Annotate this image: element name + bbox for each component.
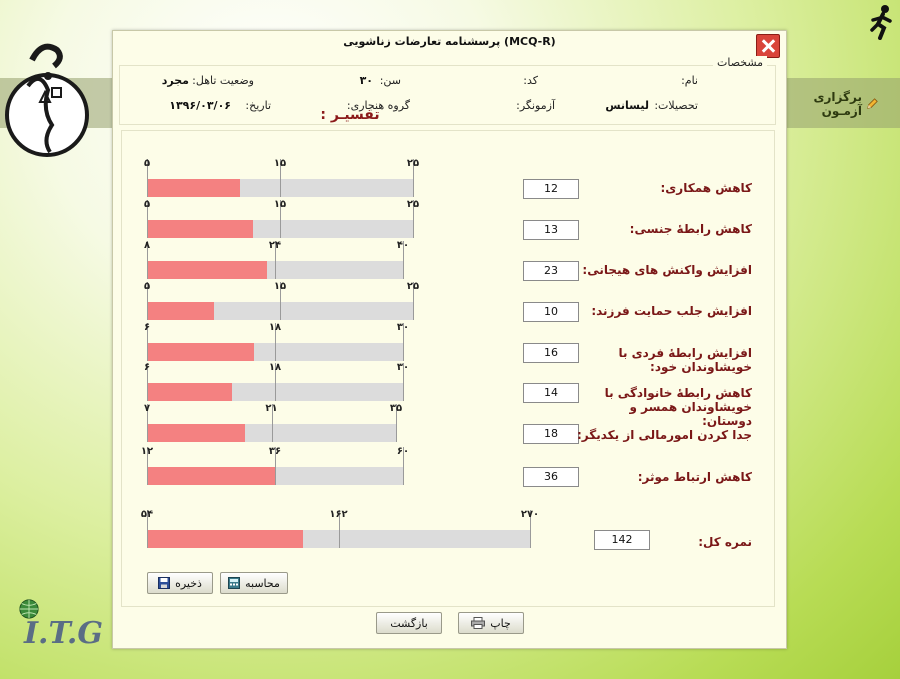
itg-logo bbox=[14, 598, 103, 654]
scale-8-tick-label-1: ۳۶ bbox=[268, 446, 282, 457]
total-score-score-box[interactable]: 142 bbox=[594, 530, 650, 550]
total-score-tick-label-0: ۵۴ bbox=[140, 509, 154, 520]
scale-1-tick-label-1: ۱۵ bbox=[273, 158, 287, 169]
dialog-title: پرسشنامه تعارضات زناشویی (MCQ-R) bbox=[343, 35, 556, 48]
scale-1-score-box[interactable]: 12 bbox=[523, 179, 579, 199]
total-score-bar-fill bbox=[147, 530, 303, 548]
date-value: ۱۳۹۶/۰۳/۰۶ bbox=[169, 99, 231, 112]
scale-5-bar-track bbox=[143, 322, 410, 361]
scale-5-tick-label-1: ۱۸ bbox=[268, 322, 282, 333]
scale-7-bar-track bbox=[143, 403, 403, 442]
scale-1-tick-label-0: ۵ bbox=[143, 158, 151, 169]
scale-6-tick-label-1: ۱۸ bbox=[268, 362, 282, 373]
age-value: ۳۰ bbox=[359, 74, 373, 87]
scale-1-label: کاهش همکاری: bbox=[660, 181, 752, 195]
scale-8-bar-fill bbox=[147, 467, 275, 485]
scale-2-bar-track bbox=[143, 199, 420, 238]
age-label: سن: bbox=[379, 74, 401, 87]
scale-3-bar-fill bbox=[147, 261, 267, 279]
scale-4-tick-label-1: ۱۵ bbox=[273, 281, 287, 292]
scale-5-tick-label-2: ۳۰ bbox=[396, 322, 410, 333]
scale-6-bar-track bbox=[143, 362, 410, 401]
calculate-button-label: محاسبه bbox=[245, 576, 280, 590]
scale-8-tick-label-2: ۶۰ bbox=[396, 446, 410, 457]
scale-2-tick-label-0: ۵ bbox=[143, 199, 151, 210]
scale-5-bar-fill bbox=[147, 343, 254, 361]
scale-7-tick-label-0: ۷ bbox=[143, 403, 151, 414]
total-score-label: نمره کل: bbox=[698, 535, 752, 549]
printer-icon bbox=[471, 617, 485, 629]
exit-runner-icon[interactable] bbox=[866, 4, 896, 40]
scale-3-tick-label-1: ۲۴ bbox=[268, 240, 282, 251]
scale-6-score-box[interactable]: 14 bbox=[523, 383, 579, 403]
print-button-label: چاپ bbox=[490, 616, 511, 630]
scale-3-tick-label-2: ۴۰ bbox=[396, 240, 410, 251]
education-label: تحصیلات: bbox=[654, 99, 698, 112]
scale-3-label: افزایش واکنش های هیجانی: bbox=[582, 263, 752, 277]
scale-8-label: کاهش ارتباط موثر: bbox=[637, 470, 752, 484]
scale-3-score-box[interactable]: 23 bbox=[523, 261, 579, 281]
calculate-button[interactable] bbox=[220, 572, 288, 594]
save-button[interactable] bbox=[147, 572, 213, 594]
scale-7-tick-label-2: ۳۵ bbox=[389, 403, 403, 414]
total-score-bar-track bbox=[140, 509, 540, 548]
scale-1-tick-label-2: ۲۵ bbox=[406, 158, 420, 169]
scale-2-score-box[interactable]: 13 bbox=[523, 220, 579, 240]
side-menu-exam[interactable] bbox=[782, 90, 878, 118]
mcq-result-dialog bbox=[112, 30, 787, 649]
scale-6-tick-label-0: ۶ bbox=[143, 362, 151, 373]
interpretation-title: تفسیـر : bbox=[320, 107, 380, 123]
scale-4-score-box[interactable]: 10 bbox=[523, 302, 579, 322]
back-button[interactable] bbox=[376, 612, 442, 634]
close-button[interactable] bbox=[756, 34, 780, 58]
scale-8-score-box[interactable]: 36 bbox=[523, 467, 579, 487]
scale-3-tick-label-0: ۸ bbox=[143, 240, 151, 251]
education-value: لیسانس bbox=[605, 99, 649, 112]
save-button-label: ذخیره bbox=[175, 576, 202, 590]
itg-brand-text: I.T.G bbox=[24, 616, 103, 651]
scale-4-bar-fill bbox=[147, 302, 214, 320]
scale-1-bar-track bbox=[143, 158, 420, 197]
name-label: نام: bbox=[681, 74, 698, 87]
print-button[interactable] bbox=[458, 612, 524, 634]
scale-5-tick-label-0: ۶ bbox=[143, 322, 151, 333]
scale-6-label: کاهش رابطۀ خانوادگی با خویشاوندان همسر و دوستان: bbox=[604, 386, 752, 428]
scale-6-tick-label-2: ۳۰ bbox=[396, 362, 410, 373]
scale-4-tick-label-2: ۲۵ bbox=[406, 281, 420, 292]
total-score-tick-label-2: ۲۷۰ bbox=[520, 509, 540, 520]
scale-2-bar-fill bbox=[147, 220, 253, 238]
norm-group-label: گروه هنجاری: bbox=[346, 99, 410, 112]
scale-4-bar-track bbox=[143, 281, 420, 320]
scale-8-bar-track bbox=[140, 446, 410, 485]
scale-1-bar-fill bbox=[147, 179, 240, 197]
scale-4-tick-label-0: ۵ bbox=[143, 281, 151, 292]
total-score-tick-label-1: ۱۶۲ bbox=[329, 509, 348, 520]
scale-3-bar-track bbox=[143, 240, 410, 279]
scale-7-label: جدا کردن امورمالی از یکدیگر: bbox=[577, 428, 752, 442]
examiner-label: آزمونگر: bbox=[516, 99, 555, 112]
marital-value: مجرد bbox=[161, 74, 189, 87]
scale-2-tick-label-1: ۱۵ bbox=[273, 199, 287, 210]
scale-7-bar-fill bbox=[147, 424, 245, 442]
scale-7-score-box[interactable]: 18 bbox=[523, 424, 579, 444]
scale-6-bar-fill bbox=[147, 383, 232, 401]
info-legend: مشخصات bbox=[713, 56, 767, 69]
scale-8-tick-label-0: ۱۲ bbox=[140, 446, 154, 457]
app-logo bbox=[2, 40, 112, 170]
code-label: کد: bbox=[523, 74, 538, 87]
scale-2-label: کاهش رابطۀ جنسی: bbox=[629, 222, 752, 236]
date-label: تاریخ: bbox=[245, 99, 271, 112]
marital-label: وضعیت تاهل: bbox=[192, 74, 254, 87]
scale-5-score-box[interactable]: 16 bbox=[523, 343, 579, 363]
scale-7-tick-label-1: ۲۱ bbox=[265, 403, 278, 414]
calculator-icon bbox=[228, 577, 240, 589]
floppy-icon bbox=[158, 577, 170, 589]
pencil-icon bbox=[866, 97, 878, 111]
scale-4-label: افزایش جلب حمایت فرزند: bbox=[591, 304, 752, 318]
side-menu-exam-label: برگزاری آزمـون bbox=[813, 90, 862, 118]
back-button-label: بازگشت bbox=[390, 616, 428, 630]
scale-2-tick-label-2: ۲۵ bbox=[406, 199, 420, 210]
scale-5-label: افزایش رابطۀ فردی با خویشاوندان خود: bbox=[618, 346, 752, 374]
